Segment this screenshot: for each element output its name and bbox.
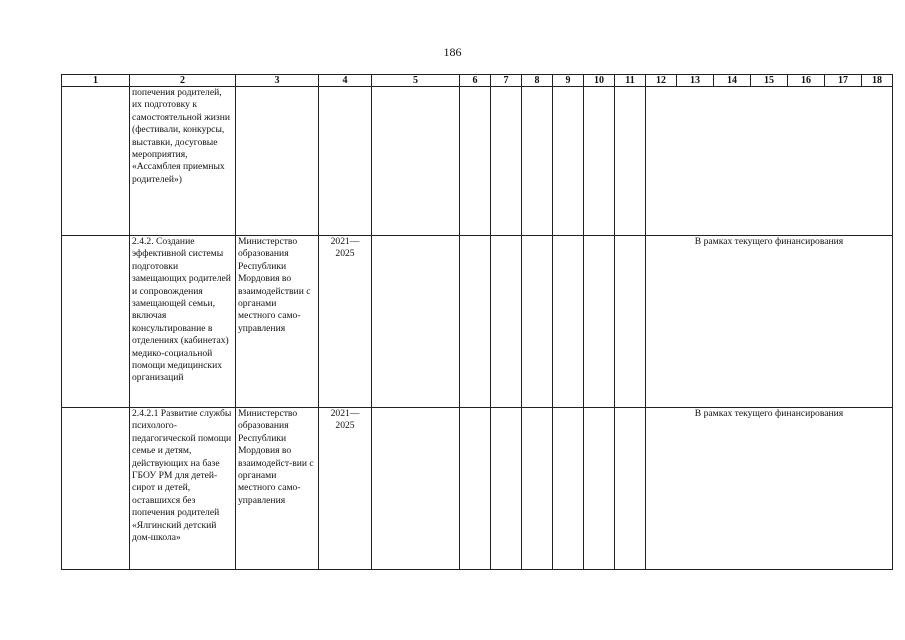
column-header: 9 [553, 75, 584, 87]
cell-empty [491, 87, 522, 236]
cell-funding [646, 87, 893, 236]
cell-empty [553, 87, 584, 236]
column-header: 10 [584, 75, 615, 87]
plan-table [61, 74, 893, 570]
cell-number [62, 408, 130, 570]
column-header: 18 [862, 75, 893, 87]
column-header: 12 [646, 75, 677, 87]
table-row [62, 236, 893, 408]
cell-number [62, 87, 130, 236]
cell-empty [584, 87, 615, 236]
column-header: 1 [62, 75, 130, 87]
column-header: 6 [460, 75, 491, 87]
cell-executor: Министерство образования Республики Мордовия во взаимодействии с органами местного само-управления [236, 236, 319, 408]
column-header: 2 [130, 75, 236, 87]
cell-period: 2021— 2025 [319, 408, 372, 570]
column-header: 7 [491, 75, 522, 87]
cell-empty [522, 87, 553, 236]
cell-executor: Министерство образования Республики Мордовия во взаимодейст-вии с органами местного само-управления [236, 408, 319, 570]
page-number: 186 [443, 45, 462, 59]
cell-empty [584, 236, 615, 408]
column-header: 14 [714, 75, 751, 87]
cell-funding: В рамках текущего финансирования [646, 236, 893, 408]
cell-empty [460, 87, 491, 236]
column-header: 16 [788, 75, 825, 87]
cell-empty [491, 408, 522, 570]
cell-empty [615, 408, 646, 570]
cell-empty [372, 236, 460, 408]
cell-empty [372, 87, 460, 236]
table-row [62, 408, 893, 570]
cell-empty [615, 236, 646, 408]
column-header: 5 [372, 75, 460, 87]
column-header: 15 [751, 75, 788, 87]
column-header: 3 [236, 75, 319, 87]
cell-executor [236, 87, 319, 236]
cell-empty [491, 236, 522, 408]
cell-empty [553, 236, 584, 408]
column-header: 13 [677, 75, 714, 87]
cell-number [62, 236, 130, 408]
cell-description: 2.4.2. Создание эффективной системы подготовки замещающих родителей и сопровождения замещающей семьи, включая консультирование в отделениях (кабинетах) медико-социальной помощи медицинских организаций [130, 236, 236, 408]
cell-empty [460, 236, 491, 408]
cell-funding: В рамках текущего финансирования [646, 408, 893, 570]
cell-empty [584, 408, 615, 570]
cell-empty [522, 236, 553, 408]
header-row [62, 75, 893, 87]
cell-empty [553, 408, 584, 570]
cell-empty [372, 408, 460, 570]
cell-empty [615, 87, 646, 236]
column-header: 4 [319, 75, 372, 87]
cell-description: попечения родителей, их подготовку к самостоятельной жизни (фестивали, конкурсы, выставки, досуговые мероприятия, «Ассамблея приемных родителей») [130, 87, 236, 236]
column-header: 17 [825, 75, 862, 87]
cell-empty [522, 408, 553, 570]
cell-period: 2021— 2025 [319, 236, 372, 408]
cell-period [319, 87, 372, 236]
table-row [62, 87, 893, 236]
column-header: 8 [522, 75, 553, 87]
cell-description: 2.4.2.1 Развитие службы психолого-педагогической помощи семье и детям, действующих на базе ГБОУ РМ для детей-сирот и детей, оставшихся без попечения родителей «Ялгинский детский дом-школа» [130, 408, 236, 570]
column-header: 11 [615, 75, 646, 87]
cell-empty [460, 408, 491, 570]
